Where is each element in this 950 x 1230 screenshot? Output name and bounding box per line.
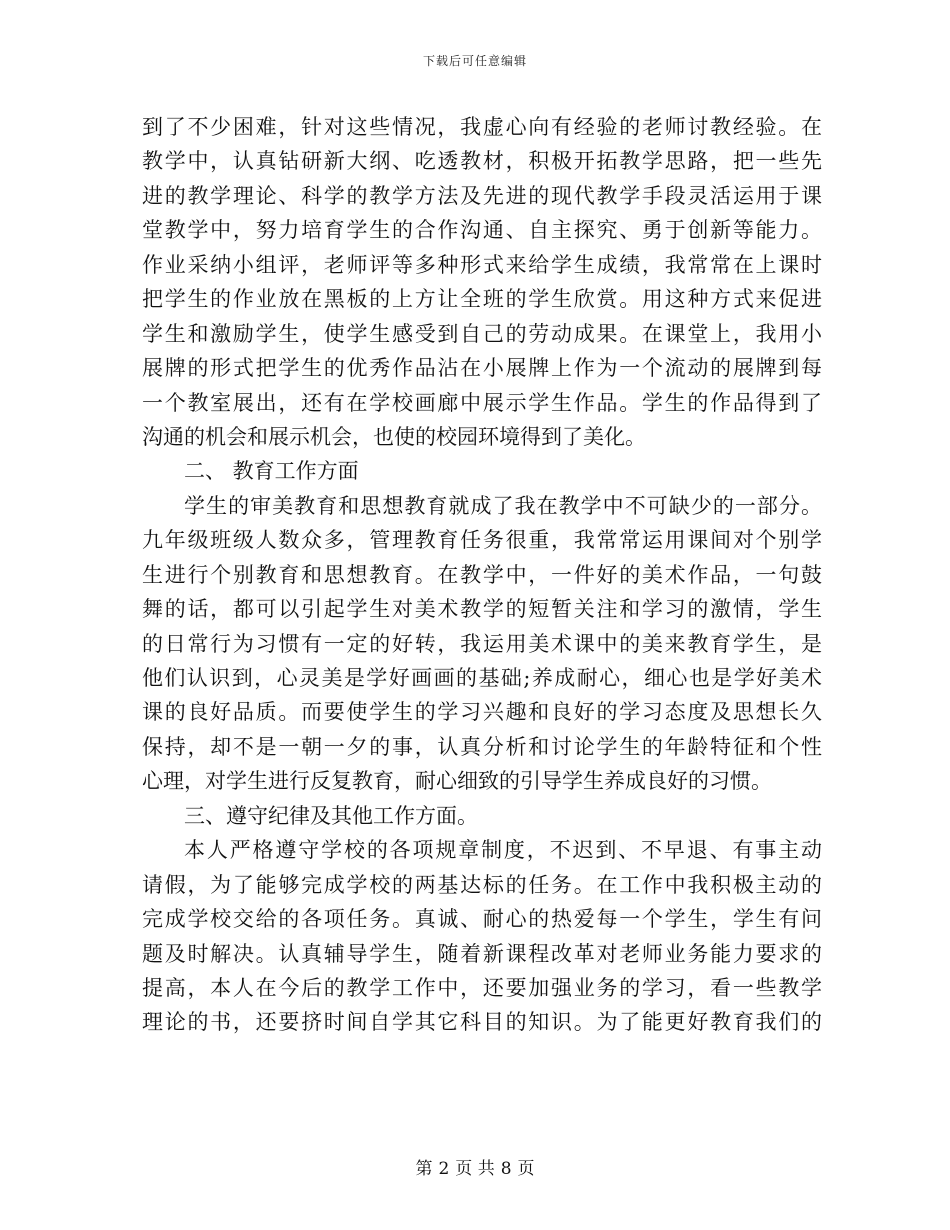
text-line: 生进行个别教育和思想教育。在教学中，一件好的美术作品，一句鼓 [142,562,822,587]
text-line: 进的教学理论、科学的教学方法及先进的现代教学手段灵活运用于课 [142,183,822,208]
text-line: 沟通的机会和展示机会，也使的校园环境得到了美化。 [142,424,646,449]
section-heading: 三、遵守纪律及其他工作方面。 [184,803,478,828]
text-line: 的日常行为习惯有一定的好转，我运用美术课中的美来教育学生，是 [142,631,822,656]
text-line: 作业采纳小组评，老师评等多种形式来给学生成绩，我常常在上课时 [142,252,822,277]
page-label-suffix: 页 [517,1159,535,1179]
text-line: 本人严格遵守学校的各项规章制度，不迟到、不早退、有事主动 [184,838,822,863]
page-header: 下载后可任意编辑 [422,54,527,68]
text-line: 舞的话，都可以引起学生对美术教学的短暂关注和学习的激情，学生 [142,597,822,622]
text-line: 理论的书，还要挤时间自学其它科目的知识。为了能更好教育我们的 [142,1010,822,1035]
text-line: 一个教室展出，还有在学校画廊中展示学生作品。学生的作品得到了 [142,390,822,415]
text-line: 提高，本人在今后的教学工作中，还要加强业务的学习，看一些教学 [142,975,822,1000]
total-pages-number: 8 [500,1159,512,1179]
text-line: 九年级班级人数众多，管理教育任务很重，我常常运用课间对个别学 [142,528,822,553]
text-line: 学生的审美教育和思想教育就成了我在教学中不可缺少的一部分。 [184,493,822,518]
page-footer [0,1154,950,1179]
current-page-number: 2 [438,1159,450,1179]
text-line: 课的良好品质。而要使学生的学习兴趣和良好的学习态度及思想长久 [142,700,822,725]
section-heading: 二、 教育工作方面 [184,459,359,484]
text-line: 到了不少困难，针对这些情况，我虚心向有经验的老师讨教经验。在 [142,115,822,139]
page-label-middle: 页 共 [455,1159,495,1179]
text-line: 学生和激励学生，使学生感受到自己的劳动成果。在课堂上，我用小 [142,321,822,346]
text-line: 教学中，认真钻研新大纲、吃透教材，积极开拓教学思路，把一些先 [142,149,822,174]
text-line: 完成学校交给的各项任务。真诚、耐心的热爱每一个学生，学生有问 [142,907,822,932]
document-body [142,110,822,1040]
text-line: 保持，却不是一朝一夕的事，认真分析和讨论学生的年龄特征和个性 [142,734,822,759]
text-line: 把学生的作业放在黑板的上方让全班的学生欣赏。用这种方式来促进 [142,287,822,312]
text-line: 心理，对学生进行反复教育，耐心细致的引导学生养成良好的习惯。 [142,769,772,794]
text-line: 请假，为了能够完成学校的两基达标的任务。在工作中我积极主动的 [142,872,822,897]
text-line: 他们认识到，心灵美是学好画画的基础;养成耐心，细心也是学好美术 [142,666,822,690]
text-line: 题及时解决。认真辅导学生，随着新课程改革对老师业务能力要求的 [142,941,822,966]
page-label-prefix: 第 [415,1159,433,1179]
text-line: 展牌的形式把学生的优秀作品沾在小展牌上作为一个流动的展牌到每 [142,356,822,381]
text-line: 堂教学中，努力培育学生的合作沟通、自主探究、勇于创新等能力。 [142,218,822,243]
